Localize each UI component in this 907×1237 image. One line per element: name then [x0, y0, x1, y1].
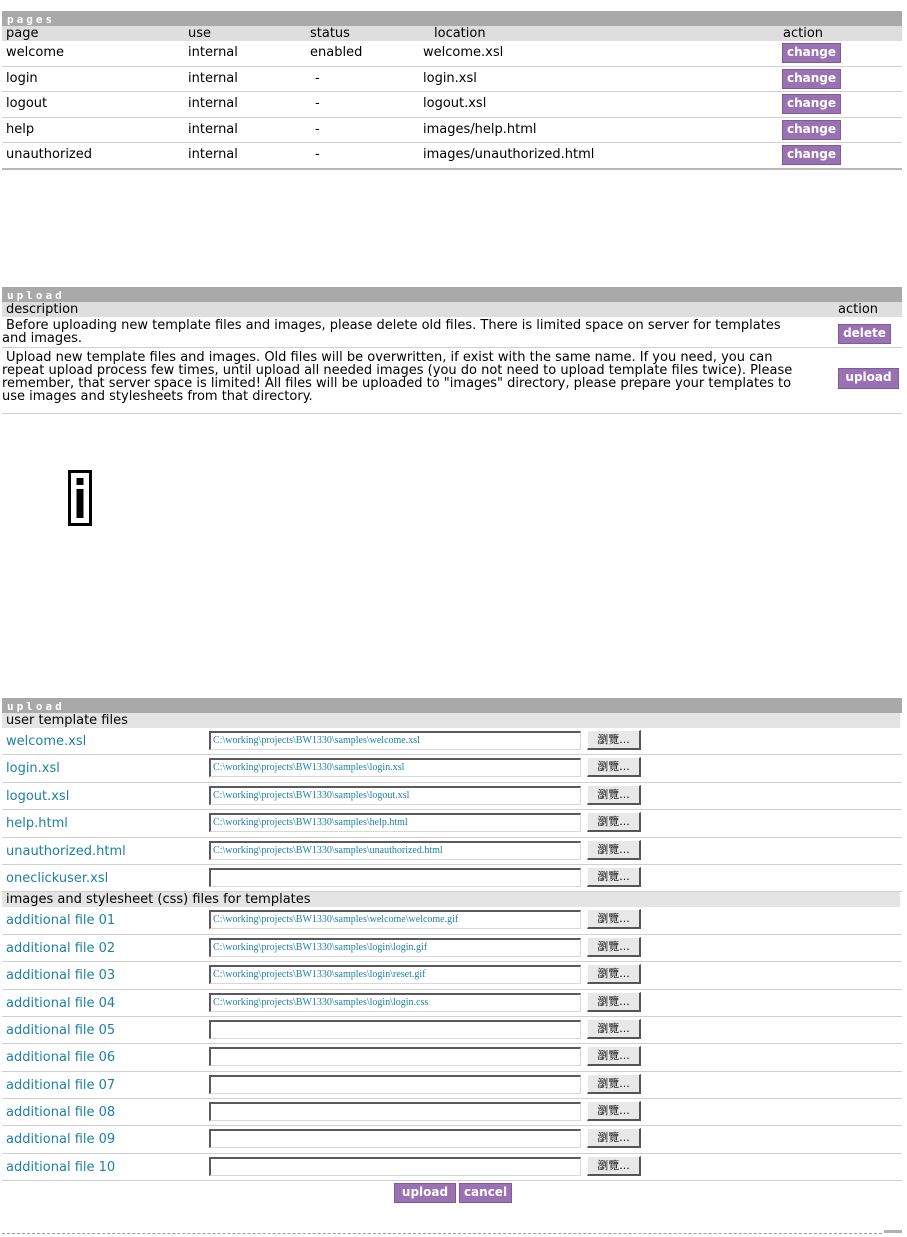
file-row — [2, 935, 902, 962]
info-icon — [68, 470, 92, 526]
page-name: unauthorized — [6, 147, 93, 162]
delete-row — [2, 317, 902, 348]
upload-actions-header — [2, 287, 902, 302]
upload-actions-panel — [2, 287, 902, 414]
upload-files-title: upload — [7, 700, 65, 713]
page-use: internal — [188, 147, 238, 162]
file-row — [2, 1072, 902, 1099]
file-path-input[interactable]: C:\working\projects\BW1330\samples\welcome.xsl — [209, 731, 581, 750]
section-image-files — [2, 892, 900, 907]
page-use: internal — [188, 70, 238, 86]
col-description: description — [6, 302, 79, 317]
col-action: action — [783, 26, 824, 41]
page-location: login.xsl — [423, 70, 477, 86]
section-label-text: images and stylesheet (css) files for templates — [6, 892, 311, 908]
file-row — [2, 783, 902, 810]
file-label: additional file 02 — [6, 940, 116, 956]
section-label-text: user template files — [6, 713, 128, 728]
desc-line: and images. — [2, 331, 82, 346]
file-row — [2, 728, 902, 755]
browse-button[interactable]: 瀏覽... — [587, 812, 641, 832]
pages-panel-title: pages — [7, 13, 56, 26]
file-label: additional file 05 — [6, 1022, 116, 1038]
file-path-input[interactable]: C:\working\projects\BW1330\samples\login\login.css — [209, 993, 581, 1012]
file-row — [2, 962, 902, 989]
change-button[interactable]: change — [782, 145, 841, 165]
submit-upload-button[interactable]: upload — [394, 1183, 456, 1203]
file-path-input[interactable] — [209, 1102, 581, 1121]
page-location: images/help.html — [423, 121, 537, 137]
page-use: internal — [188, 96, 238, 111]
delete-button[interactable]: delete — [838, 324, 891, 344]
page-use: internal — [188, 121, 238, 137]
file-row — [2, 907, 902, 934]
page-name: welcome — [6, 45, 65, 60]
corner-mark — [884, 1230, 902, 1233]
file-label: oneclickuser.xsl — [6, 870, 109, 886]
upload-files-header — [2, 698, 902, 713]
browse-button[interactable]: 瀏覽... — [587, 1046, 641, 1066]
file-label: additional file 06 — [6, 1050, 116, 1066]
file-label: additional file 10 — [6, 1159, 116, 1175]
file-path-input[interactable] — [209, 1047, 581, 1066]
file-row — [2, 838, 902, 865]
file-label: additional file 07 — [6, 1077, 116, 1093]
file-path-input[interactable]: C:\working\projects\BW1330\samples\login\reset.gif — [209, 965, 581, 984]
browse-button[interactable]: 瀏覽... — [587, 785, 641, 805]
change-button[interactable]: change — [782, 120, 841, 140]
browse-button[interactable]: 瀏覽... — [587, 1101, 641, 1121]
browse-button[interactable]: 瀏覽... — [587, 1128, 641, 1148]
file-row — [2, 755, 902, 782]
col-status: status — [310, 26, 350, 41]
file-path-input[interactable] — [209, 1157, 581, 1176]
upload-row — [2, 348, 902, 414]
file-row — [2, 865, 902, 892]
browse-button[interactable]: 瀏覽... — [587, 840, 641, 860]
file-row — [2, 1154, 902, 1181]
file-label: additional file 01 — [6, 913, 116, 929]
browse-button[interactable]: 瀏覽... — [587, 909, 641, 929]
col-action: action — [838, 302, 879, 317]
page-location: images/unauthorized.html — [423, 147, 595, 162]
file-label: additional file 04 — [6, 995, 116, 1011]
pages-table-header — [2, 26, 902, 41]
file-label: welcome.xsl — [6, 734, 87, 749]
table-row — [2, 92, 902, 118]
file-path-input[interactable]: C:\working\projects\BW1330\samples\welcome\welcome.gif — [209, 910, 581, 929]
page-name: login — [6, 70, 38, 86]
file-row — [2, 1099, 902, 1126]
file-label: logout.xsl — [6, 788, 70, 804]
table-row — [2, 143, 902, 170]
upload-actions-title: upload — [7, 289, 65, 302]
file-row — [2, 1017, 902, 1044]
browse-button[interactable]: 瀏覽... — [587, 757, 641, 777]
file-row — [2, 990, 902, 1017]
file-label: additional file 03 — [6, 968, 116, 984]
page-status: - — [315, 70, 320, 86]
browse-button[interactable]: 瀏覽... — [587, 1019, 641, 1039]
desc-line: Before uploading new template files and images, please delete old files. There is limited space on server for templates — [6, 318, 781, 333]
browse-button[interactable]: 瀏覽... — [587, 730, 641, 750]
browse-button[interactable]: 瀏覽... — [587, 992, 641, 1012]
change-button[interactable]: change — [782, 43, 841, 63]
page-use: internal — [188, 45, 238, 60]
file-row — [2, 1126, 902, 1153]
browse-button[interactable]: 瀏覽... — [587, 867, 641, 887]
form-footer — [2, 1181, 902, 1207]
file-path-input[interactable]: C:\working\projects\BW1330\samples\login\login.gif — [209, 938, 581, 957]
file-path-input[interactable]: C:\working\projects\BW1330\samples\help.html — [209, 813, 581, 832]
desc-line: repeat upload process few times, until upload all needed images (you do not need to upload template files twice). Please — [2, 363, 793, 378]
col-location: location — [434, 26, 486, 41]
col-page: page — [6, 26, 39, 41]
section-user-template-files — [2, 713, 900, 728]
file-path-input[interactable] — [209, 1075, 581, 1094]
table-row — [2, 67, 902, 93]
page-status: - — [315, 147, 320, 162]
file-path-input[interactable] — [209, 1020, 581, 1039]
upload-actions-table-header — [2, 302, 902, 317]
file-path-input[interactable]: C:\working\projects\BW1330\samples\logout.xsl — [209, 786, 581, 805]
desc-line: Upload new template files and images. Old files will be overwritten, if exist with the same name. If you need, you can — [6, 350, 773, 365]
delete-description — [2, 319, 781, 345]
upload-files-panel — [2, 698, 902, 1207]
col-use: use — [188, 26, 212, 41]
file-row — [2, 810, 902, 837]
page-name: logout — [6, 96, 48, 111]
desc-line: use images and stylesheets from that directory. — [2, 389, 313, 404]
file-label: help.html — [6, 816, 68, 832]
file-label: additional file 09 — [6, 1132, 116, 1148]
file-path-input[interactable] — [209, 868, 581, 887]
browse-button[interactable]: 瀏覽... — [587, 1074, 641, 1094]
cancel-button[interactable]: cancel — [459, 1183, 512, 1203]
file-label: additional file 08 — [6, 1105, 116, 1121]
file-label: unauthorized.html — [6, 843, 126, 859]
file-row — [2, 1044, 902, 1071]
file-path-input[interactable] — [209, 1129, 581, 1148]
browse-button[interactable]: 瀏覽... — [587, 964, 641, 984]
page-status: - — [315, 121, 320, 137]
upload-description — [2, 351, 792, 403]
page-status: - — [315, 96, 320, 111]
file-path-input[interactable]: C:\working\projects\BW1330\samples\login.xsl — [209, 758, 581, 777]
pages-panel-header — [2, 11, 902, 26]
table-row — [2, 118, 902, 144]
page-name: help — [6, 121, 35, 137]
pages-panel — [2, 11, 902, 170]
page-location: welcome.xsl — [423, 45, 504, 60]
browse-button[interactable]: 瀏覽... — [587, 937, 641, 957]
change-button[interactable]: change — [782, 94, 841, 114]
upload-button[interactable]: upload — [838, 368, 899, 389]
file-label: login.xsl — [6, 761, 60, 777]
desc-line: remember, that server space is limited! All files will be uploaded to "images" directory, please prepare your templates to — [2, 376, 792, 391]
browse-button[interactable]: 瀏覽... — [587, 1156, 641, 1176]
page-divider — [2, 1233, 882, 1234]
table-row — [2, 41, 902, 67]
page-location: logout.xsl — [423, 96, 487, 111]
change-button[interactable]: change — [782, 69, 841, 89]
page-status: enabled — [310, 45, 363, 60]
file-path-input[interactable]: C:\working\projects\BW1330\samples\unauthorized.html — [209, 841, 581, 860]
